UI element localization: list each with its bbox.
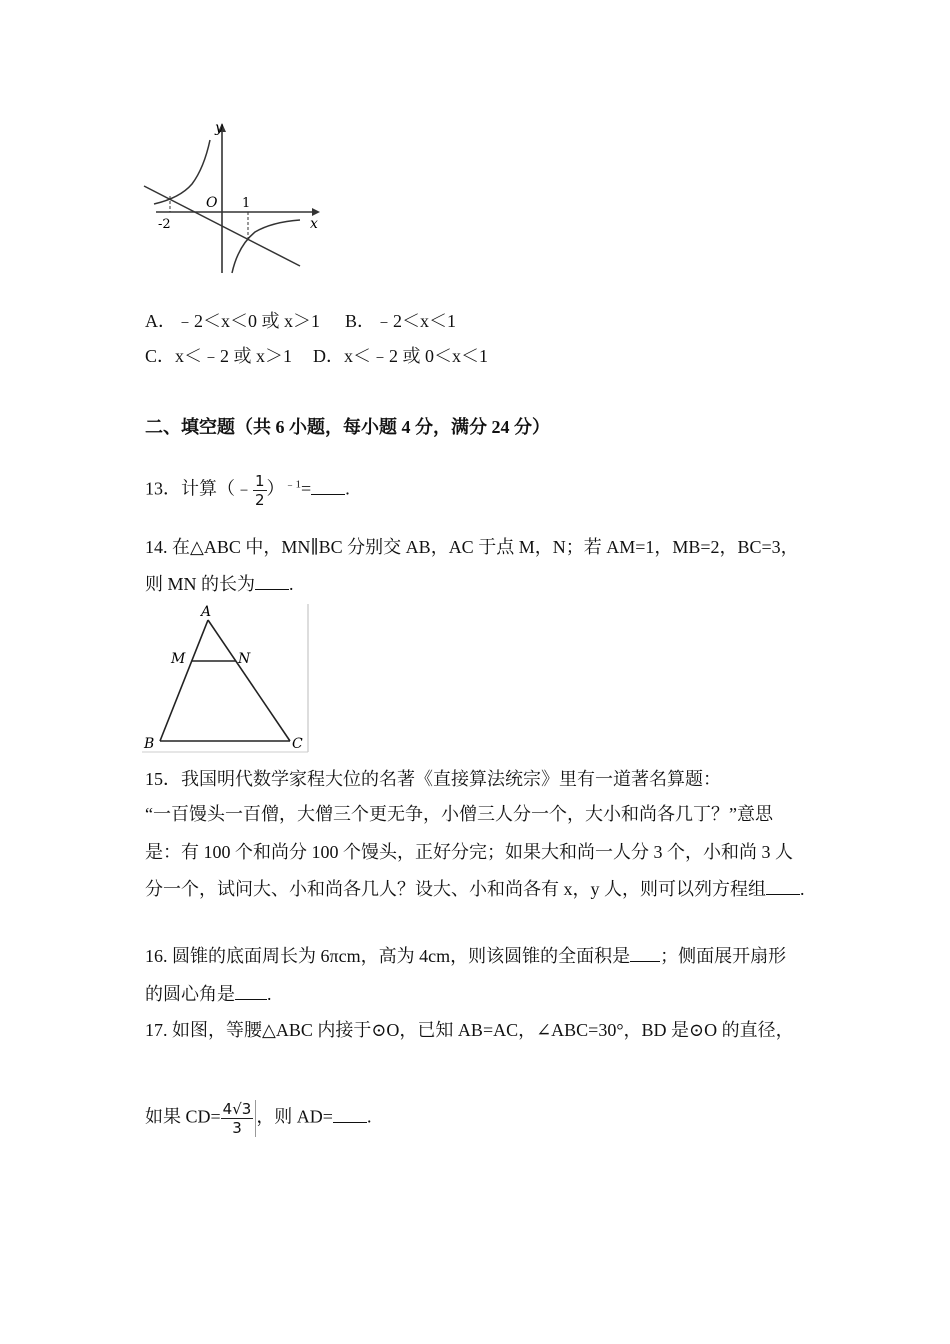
q14-line2-text: 则 MN 的长为 — [145, 574, 256, 594]
side-ac — [208, 620, 290, 741]
question-16-line1 — [145, 945, 786, 967]
question-16-line2 — [145, 983, 272, 1005]
q13-frac-den: 2 — [255, 491, 265, 509]
question-17-line2 — [145, 1100, 371, 1137]
question-15-line1: 15．我国明代数学家程大位的名著《直接算法统宗》里有一道著名算题： — [145, 769, 721, 789]
q15-answer-blank[interactable] — [766, 878, 800, 895]
q16-answer-blank-1[interactable] — [630, 945, 660, 962]
tick-label-neg2: -2 — [158, 217, 171, 232]
x-axis-arrow — [312, 208, 320, 216]
q15-line4-end: . — [800, 879, 805, 899]
q13-equals: = — [301, 478, 312, 499]
vertex-label-b: B — [144, 736, 155, 752]
q16-line1-text: 16. 圆锥的底面周长为 6πcm，高为 4cm，则该圆锥的全面积是 — [145, 946, 631, 966]
q17-answer-blank[interactable] — [333, 1106, 367, 1123]
hyperbola-upper-branch — [154, 140, 210, 204]
q13-fraction — [253, 472, 267, 509]
question-15-line3: 是：有 100 个和尚分 100 个馒头，正好分完；如果大和尚一人分 3 个，小和尚 3 人 — [145, 842, 793, 862]
question-14-line2 — [145, 573, 294, 595]
question-15-line2: “一百馒头一百僧，大僧三个更无争，小僧三人分一个，大小和尚各几丁？”意思 — [145, 804, 773, 824]
q13-prefix: 13．计算（﹣ — [145, 478, 253, 499]
vertex-label-c: C — [292, 736, 303, 752]
question-14-line1: 14. 在△ABC 中，MN∥BC 分别交 AB，AC 于点 M，N；若 AM=1，MB=2，BC=3， — [145, 537, 799, 557]
question-17-line1: 17. 如图，等腰△ABC 内接于⊙O，已知 AB=AC，∠ABC=30°，BD 是⊙O 的直径， — [145, 1020, 794, 1040]
q16-line2-text: 的圆心角是 — [145, 984, 235, 1004]
q17-line2-text: 如果 CD= — [145, 1106, 221, 1127]
q16-answer-blank-2[interactable] — [235, 983, 267, 1000]
option-c: C．x＜﹣2 或 x＞1 — [145, 346, 293, 366]
origin-label: O — [206, 195, 218, 211]
q13-end: . — [345, 478, 350, 499]
point-label-n: N — [238, 651, 251, 667]
q17-line2-end: . — [366, 1106, 372, 1127]
question-13 — [145, 472, 350, 509]
q13-frac-num: 1 — [255, 472, 265, 490]
question-15-line4 — [145, 878, 805, 900]
option-d: D．x＜﹣2 或 0＜x＜1 — [313, 346, 488, 366]
x-axis-label: x — [310, 216, 318, 232]
section-heading: 二、填空题（共 6 小题，每小题 4 分，满分 24 分） — [145, 417, 550, 437]
point-label-m: M — [171, 651, 186, 667]
function-graph-figure — [140, 118, 325, 280]
q13-exponent: ﹣1 — [284, 478, 302, 491]
hyperbola-lower-branch — [232, 220, 300, 273]
q13-suffix: ） — [266, 478, 285, 499]
y-axis-label: y — [215, 120, 223, 136]
option-a: A．﹣2＜x＜0 或 x＞1 — [145, 311, 320, 331]
q14-answer-blank[interactable] — [255, 573, 289, 590]
q17-fraction — [221, 1100, 257, 1137]
option-b: B．﹣2＜x＜1 — [345, 311, 457, 331]
q16-line1-end: ；侧面展开扇形 — [660, 946, 787, 966]
side-ab — [160, 620, 208, 741]
q17-frac-num: 4√3 — [222, 1100, 252, 1118]
tick-label-1: 1 — [242, 196, 251, 211]
q16-line2-end: . — [267, 984, 272, 1004]
q15-line4-text: 分一个，试问大、小和尚各几人？设大、小和尚各有 x，y 人，则可以列方程组 — [145, 879, 766, 899]
q17-line2-mid: ，则 AD= — [256, 1106, 333, 1127]
vertex-label-a: A — [201, 604, 212, 620]
triangle-figure — [140, 602, 312, 754]
q13-answer-blank[interactable] — [311, 478, 345, 495]
q14-line2-end: . — [289, 574, 294, 594]
q17-frac-den: 3 — [232, 1119, 242, 1137]
